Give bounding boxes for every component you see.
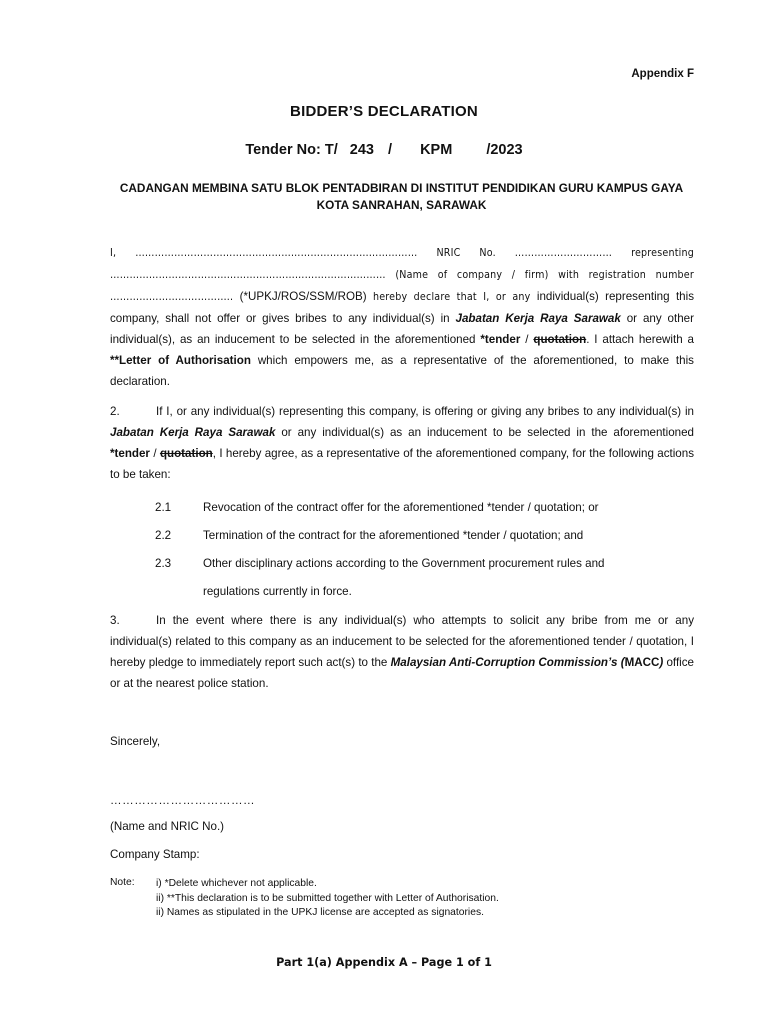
- note-label: Note:: [110, 877, 135, 888]
- sub-item-number: 2.1: [155, 501, 172, 514]
- tender-number: [0, 142, 768, 158]
- tender-option-2: *tender: [110, 447, 150, 460]
- tender-code: KPM: [420, 142, 453, 158]
- declaration-paragraph-3: [110, 610, 694, 694]
- declaration-paragraph-2: [110, 401, 694, 485]
- signature-line: ………………………………: [110, 794, 256, 807]
- quotation-option-struck-2: quotation: [159, 447, 213, 460]
- closing-sincerely: Sincerely,: [110, 735, 161, 748]
- para2-text-g: , I hereby agree, as a representative of the aforementioned company, for the following actions to be taken:: [110, 447, 694, 481]
- notes-list: [156, 877, 499, 921]
- declarant-name-blank: I, ……………………………………………………………………………: [110, 247, 418, 259]
- project-title: CADANGAN MEMBINA SATU BLOK PENTADBIRAN DI INSTITUT PENDIDIKAN GURU KAMPUS GAYA KOTA SANRAHAN, SARAWAK: [119, 181, 684, 212]
- page-footer: Part 1(a) Appendix A – Page 1 of 1: [276, 956, 492, 969]
- jkr-sarawak-name-2: Jabatan Kerja Raya Sarawak: [110, 426, 276, 439]
- declaration-paragraph-1: [110, 242, 694, 392]
- para3-text-a: In the event where there is any individual(s) who attempts to solicit any bribe from me or any individual(s) related to this company as an inducement to be selected for the aforementioned tender / quotation, I hereby pledge to immediately report such act(s) to the: [110, 614, 694, 669]
- note-item: ii) Names as stipulated in the UPKJ license are accepted as signatories.: [156, 907, 484, 918]
- para1-text-m: which empowers me, as a representative of the aforementioned, to make this declaration.: [110, 354, 694, 388]
- tender-slash: /: [388, 142, 393, 158]
- para2-number: 2.: [110, 405, 120, 418]
- option-slash: /: [525, 333, 529, 346]
- para2-text-c: or any individual(s) as an inducement to be selected in the aforementioned: [281, 426, 694, 439]
- sub-item-text: regulations currently in force.: [203, 585, 352, 598]
- sub-item-number: 2.3: [155, 557, 172, 570]
- macc-close: ): [659, 656, 664, 669]
- macc-abbrev: MACC: [624, 656, 660, 669]
- appendix-label: Appendix F: [631, 68, 694, 80]
- para3-number: 3.: [110, 614, 120, 627]
- para1-text-g: or any other individual(s), as an inducement to be selected in the aforementioned: [110, 312, 694, 346]
- para1-text-k: . I attach herewith a: [586, 333, 694, 346]
- para1-text-e: individual(s) representing this company, shall not offer or gives bribes to any individual(s) in: [110, 290, 694, 325]
- registration-type: (*UPKJ/ROS/SSM/ROB): [239, 290, 367, 303]
- tender-year: /2023: [486, 142, 523, 158]
- para3-text-e: office or at the nearest police station.: [110, 656, 694, 690]
- company-stamp-label: Company Stamp:: [110, 848, 200, 861]
- name-nric-label: (Name and NRIC No.): [110, 820, 225, 833]
- sub-item-number: 2.2: [155, 529, 172, 542]
- sub-item-text: Other disciplinary actions according to the Government procurement rules and: [203, 557, 605, 570]
- quotation-option-struck: quotation: [533, 333, 587, 346]
- nric-representing-blank: NRIC No. ………………………… representing ………………………………………………………….……………… (Name of company / firm) with registration number ………………………………..: [110, 247, 694, 303]
- para1-text-d: hereby declare that I, or any: [372, 291, 531, 303]
- letter-of-authorisation: **Letter of Authorisation: [110, 354, 251, 367]
- tender-option: *tender: [480, 333, 521, 346]
- sub-item-text: Revocation of the contract offer for the aforementioned *tender / quotation; or: [203, 501, 599, 514]
- tender-prefix: Tender No: T/: [245, 142, 338, 158]
- page-title: BIDDER’S DECLARATION: [290, 103, 478, 120]
- tender-number-value: 243: [349, 142, 374, 158]
- para2-text-a: If I, or any individual(s) representing this company, is offering or giving any bribes to any individual(s) in: [156, 405, 694, 418]
- note-item: ii) **This declaration is to be submitted together with Letter of Authorisation.: [156, 892, 499, 904]
- option-slash-2: /: [153, 447, 157, 460]
- note-item: i) *Delete whichever not applicable.: [156, 878, 317, 889]
- macc-name: Malaysian Anti-Corruption Commission’s (: [390, 656, 625, 669]
- sub-item-text: Termination of the contract for the aforementioned *tender / quotation; and: [203, 529, 584, 542]
- jkr-sarawak-name: Jabatan Kerja Raya Sarawak: [455, 312, 621, 325]
